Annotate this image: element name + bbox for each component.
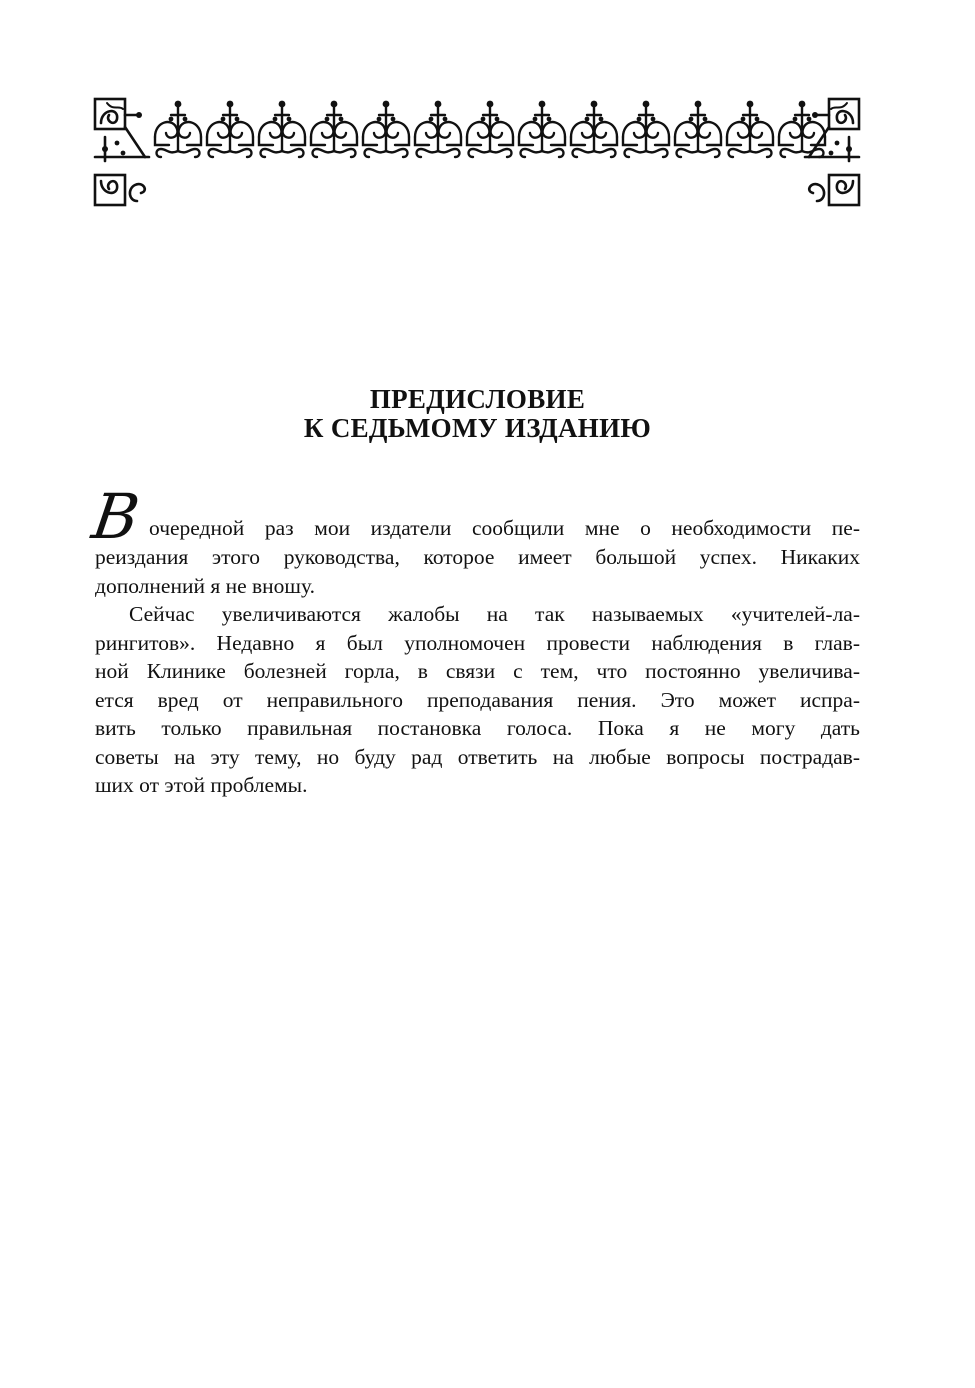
first-line-with-drop-cap [87, 480, 860, 553]
paragraph-1-line-2: реиздания этого руководства, которое имеет большой успех. Никаких [95, 545, 860, 569]
paragraph-2-line-3: ной Клинике болезней горла, в связи с тем, что постоянно увеличива- [95, 659, 860, 683]
paragraph-1-line-1: очередной раз мои издатели сообщили мне о необходимости пе- [149, 516, 860, 540]
drop-cap-letter: В [87, 480, 144, 553]
decorative-border-ornament [93, 97, 861, 209]
paragraph-2-line-1: Сейчас увеличиваются жалобы на так называемых «учителей-ла- [129, 602, 860, 626]
heading-line-2: К СЕДЬМОМУ ИЗДАНИЮ [303, 413, 652, 443]
paragraph-2-line-6: советы на эту тему, но буду рад ответить на любые вопросы пострадав- [95, 744, 860, 769]
paragraph-2-line-5: вить только правильная постановка голоса. Пока я не могу дать [95, 716, 860, 740]
heading-line-1: ПРЕДИСЛОВИЕ [369, 384, 586, 414]
paragraph-2-line-4: ется вред от неправильного преподавания пения. Это может испра- [95, 687, 860, 712]
paragraph-2-line-7: ших от этой проблемы. [95, 773, 308, 797]
paragraph-2-line-2: рингитов». Недавно я был уполномочен провести наблюдения в глав- [95, 630, 860, 655]
chapter-heading [95, 385, 860, 443]
paragraph-1-line-3: дополнений я не вношу. [95, 573, 315, 598]
body-text [87, 480, 860, 800]
